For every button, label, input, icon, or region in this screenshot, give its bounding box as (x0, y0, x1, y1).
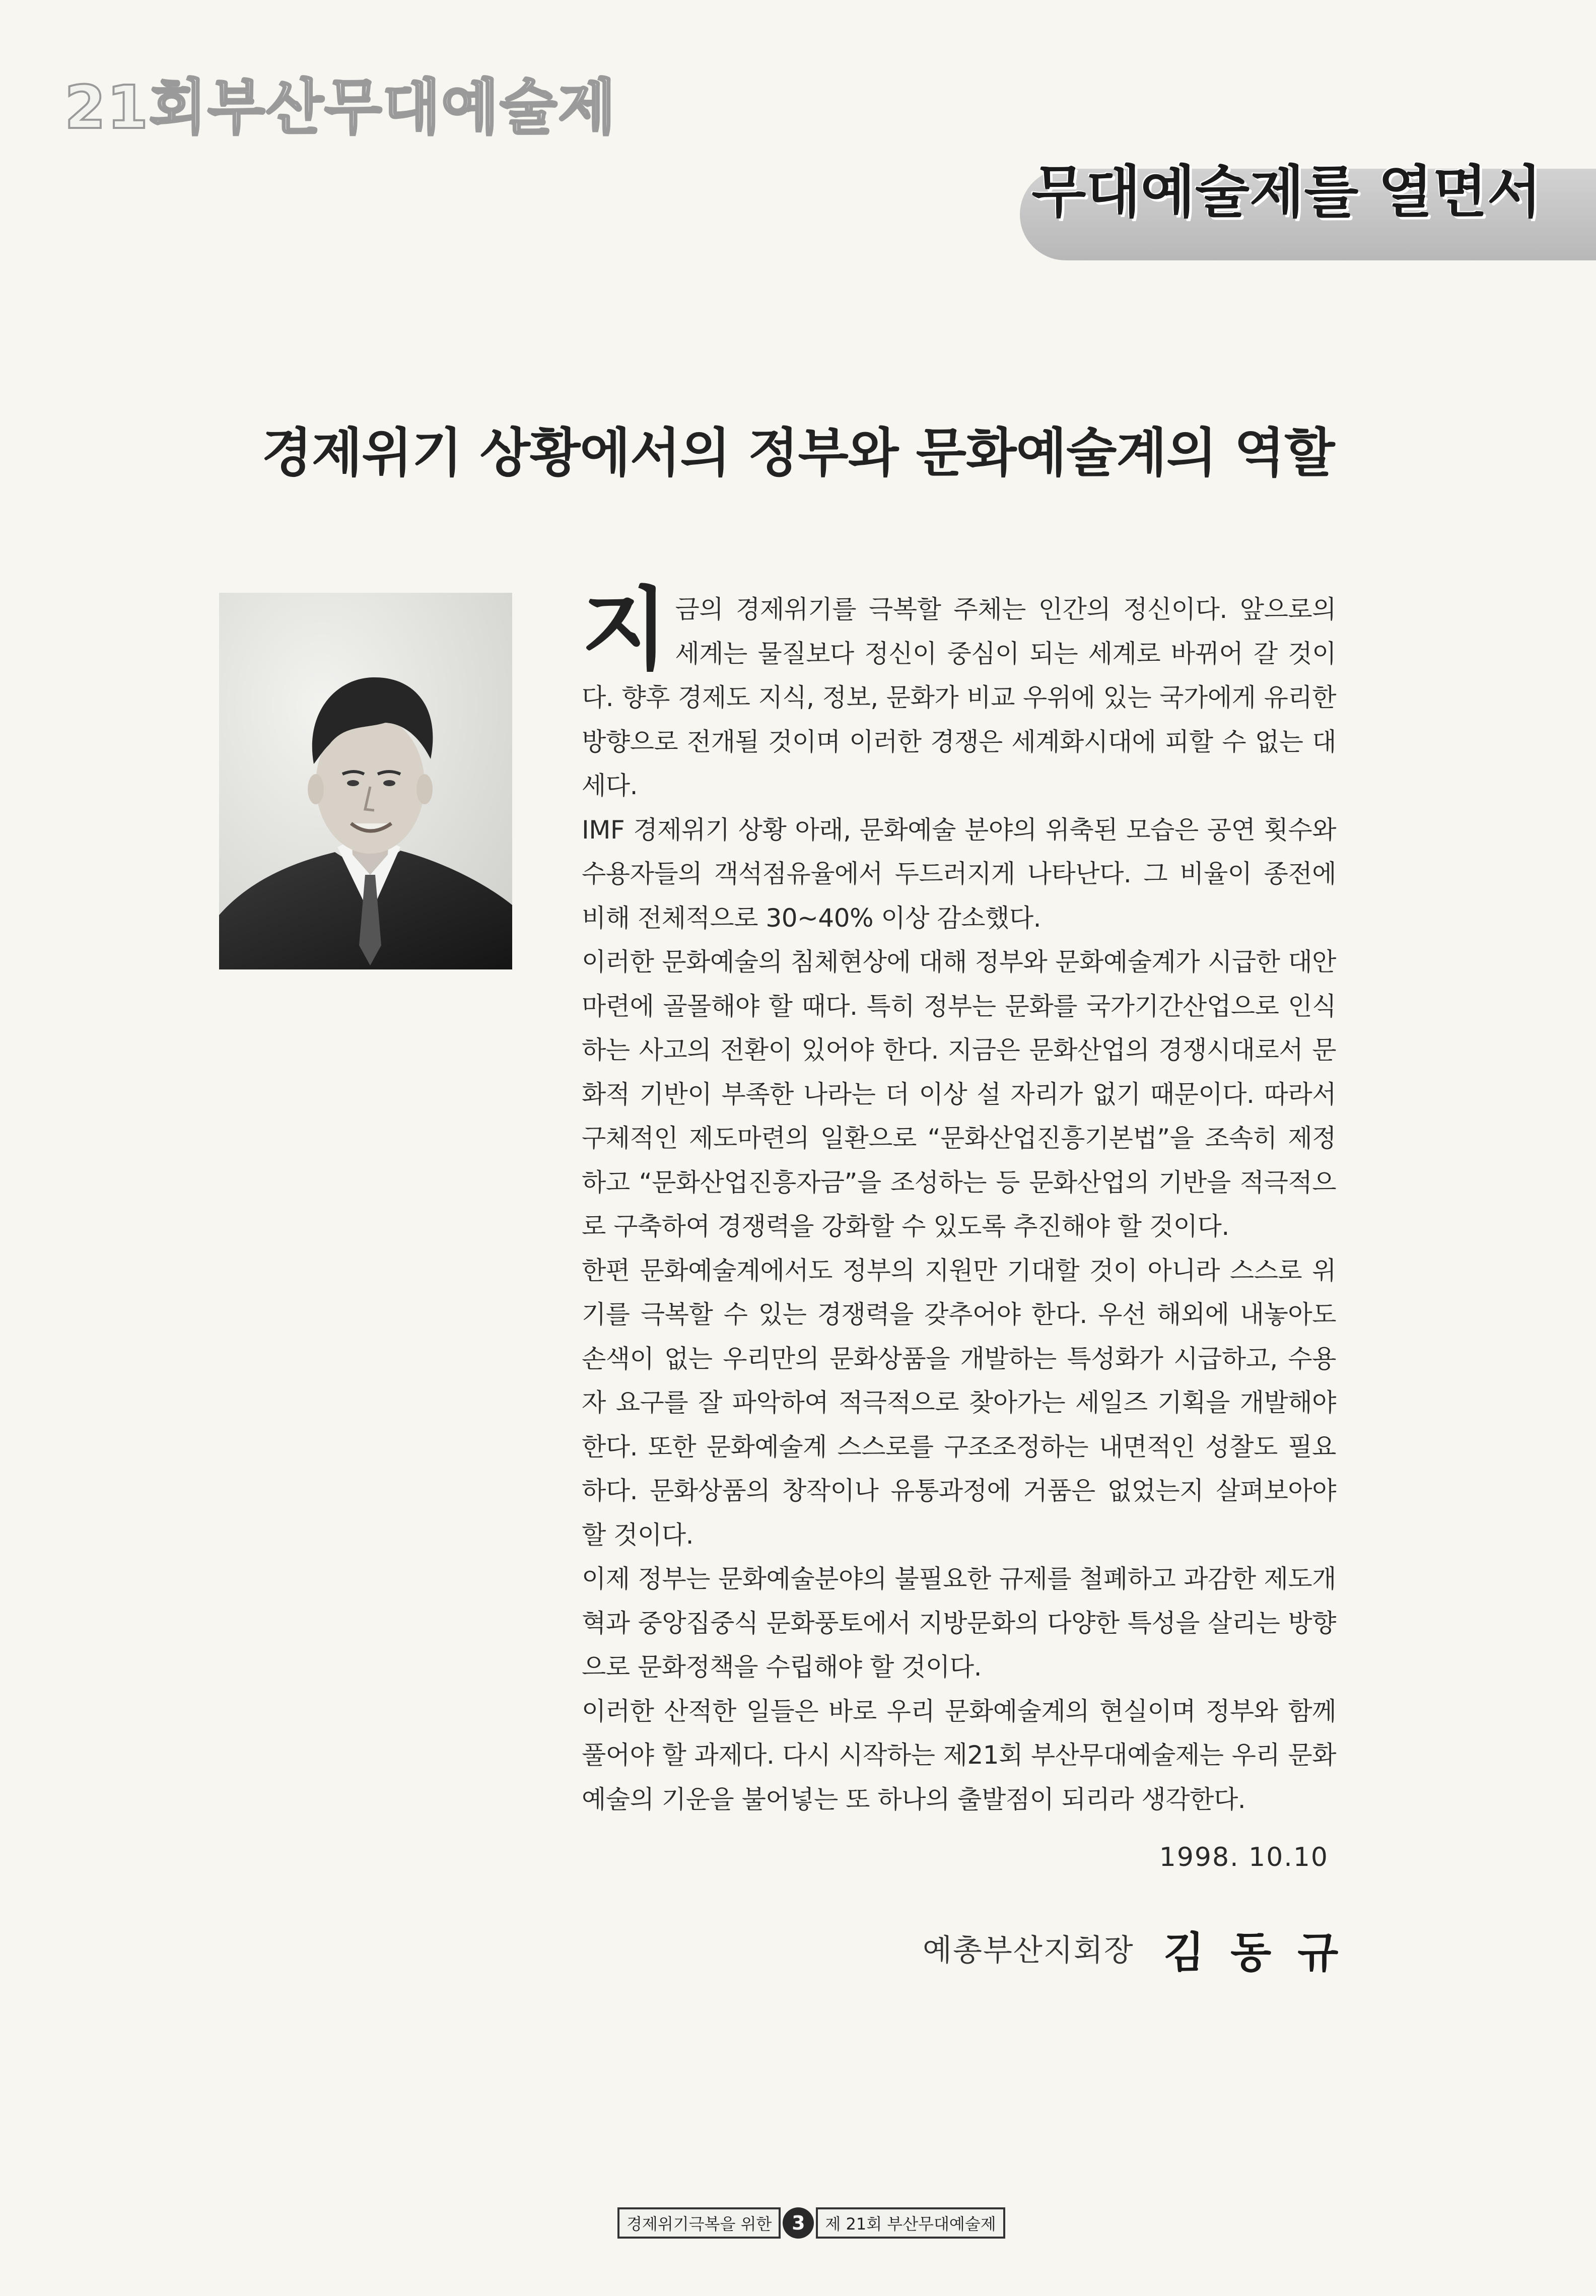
page-number: 3 (783, 2207, 814, 2239)
drop-cap: 지 (582, 577, 668, 682)
portrait-image (219, 593, 512, 969)
article-title: 경제위기 상황에서의 정부와 문화예술계의 역할 (261, 422, 1335, 483)
section-banner-title: 무대예술제를 열면서 (1031, 159, 1542, 225)
page-footer (617, 2207, 1005, 2239)
author-title: 예총부산지회장 (923, 1933, 1134, 1968)
article-paragraph (582, 577, 1336, 808)
article-body (582, 577, 1336, 1822)
article-paragraph: 이러한 문화예술의 침체현상에 대해 정부와 문화예술계가 시급한 대안 마련에 골몰해야 할 때다. 특히 정부는 문화를 국가기간산업으로 인식하는 사고의 전환이 있어야 한다. 지금은 문화산업의 경쟁시대로서 문화적 기반이 부족한 나라는 더 이상 설 자리가 없기 때문이다. 따라서 구체적인 제도마련의 일환으로 “문화산업진흥기본법”을 조속히 제정하고 “문화산업진흥자금”을 조성하는 등 문화산업의 기반을 적극적으로 구축하여 경쟁력을 강화할 수 있도록 추진해야 할 것이다. (582, 947, 1336, 1241)
article-paragraph: IMF 경제위기 상황 아래, 문화예술 분야의 위축된 모습은 공연 횟수와 수용자들의 객석점유율에서 두드러지게 나타난다. 그 비율이 종전에 비해 전체적으로 30~40% 이상 감소했다. (582, 815, 1336, 933)
author-name: 김동규 (1163, 1927, 1365, 1977)
footer-left-label: 경제위기극복을 위한 (617, 2207, 781, 2239)
paragraph-text: 금의 경제위기를 극복할 주체는 인간의 정신이다. 앞으로의 세계는 물질보다 정신이 중심이 되는 세계로 바뀌어 갈 것이다. 향후 경제도 지식, 정보, 문화가 비교 우위에 있는 국가에게 유리한 방향으로 전개될 것이며 이러한 경쟁은 세계화시대에 피할 수 없는 대세다. (582, 595, 1336, 800)
article-paragraph: 이제 정부는 문화예술분야의 불필요한 규제를 철폐하고 과감한 제도개혁과 중앙집중식 문화풍토에서 지방문화의 다양한 특성을 살리는 방향으로 문화정책을 수립해야 할 것이다. (582, 1564, 1336, 1682)
article-paragraph: 이러한 산적한 일들은 바로 우리 문화예술계의 현실이며 정부와 함께 풀어야 할 과제다. 다시 시작하는 제21회 부산무대예술제는 우리 문화예술의 기운을 불어넣는 또 하나의 출발점이 되리라 생각한다. (582, 1696, 1336, 1814)
article-paragraph: 한편 문화예술계에서도 정부의 지원만 기대할 것이 아니라 스스로 위기를 극복할 수 있는 경쟁력을 갖추어야 한다. 우선 해외에 내놓아도 손색이 없는 우리만의 문화상품을 개발하는 특성화가 시급하고, 수용자 요구를 잘 파악하여 적극적으로 찾아가는 세일즈 기획을 개발해야 한다. 또한 문화예술계 스스로를 구조조정하는 내면적인 성찰도 필요하다. 문화상품의 창작이나 유통과정에 거품은 없었는지 살펴보아야 할 것이다. (582, 1256, 1336, 1550)
author-portrait (219, 593, 512, 969)
article-date: 1998. 10.10 (1159, 1842, 1329, 1872)
festival-header: 21회부산무대예술제 (64, 73, 617, 142)
footer-right-label: 제 21회 부산무대예술제 (816, 2207, 1005, 2239)
